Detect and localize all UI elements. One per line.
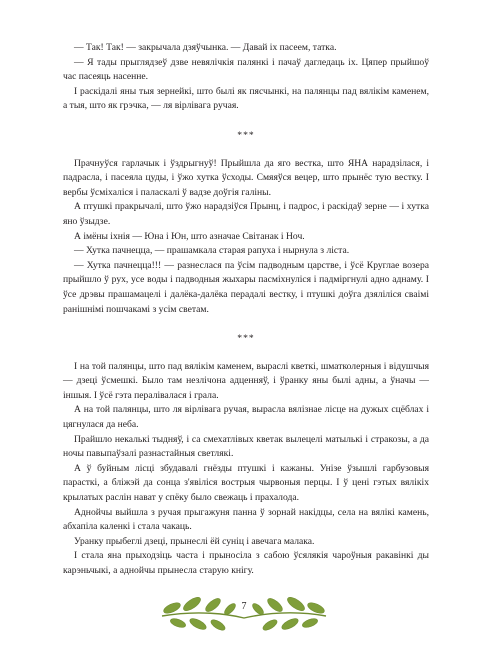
paragraph: І раскідалі яны тыя зернейкі, што былі як пясчынкі, на палянцы пад вялікім каменем, а тыя, што як грэчка, — ля вірлівага ручая. [63,85,429,112]
page-text [63,41,429,579]
paragraph: Аднойчы выйшла з ручая прыгажуня панна ў зорнай накідцы, села на вялікі камень, абхапіла каленкі і стала чакаць. [63,506,429,533]
paragraph: І на той палянцы, што пад вялікім каменем, выраслі кветкі, шматколерныя і відушчыя — дзеці ўсмешкі. Было там незлічона адценняў, і ўранку яны былі адны, а ўначы — іншыя. І ўсё гэта пералівалася і грала. [63,360,429,401]
paragraph: Прайшло некалькі тыдняў, і са смехатлівых кветак вылецелі матылькі і стракозы, а да ночы павыпаўзалі разнастайныя светлякі. [63,433,429,460]
section-separator: *** [237,129,255,141]
paragraph: Прачнуўся гарлачык і ўздрыгнуў! Прыйшла да яго вестка, што ЯНА нарадзілася, і падрасла, і пасеяла цуды, і ўжо хутка ўсходы. Смяяўся вецер, што прынёс тую вестку. І вербы ўсміхаліся і паласкалі ў вадзе доўгія галіны. [63,157,429,198]
paragraph: — Хутка пачнецца, — прашамкала старая рапуха і нырнула з ліста. [74,245,350,257]
section-separator: *** [237,333,255,345]
paragraph: А на той палянцы, што ля вірлівага ручая, вырасла вялізнае лісце на дужых сцёблах і цягнулася да неба. [63,404,429,431]
paragraph: А ў буйным лісці збудавалі гнёзды птушкі і кажаны. Унізе ўзышлі гарбузовыя парасткі, а бліжэй да сонца з'явіліся вострыя чырвоныя перцы. І ў цені гэтых вялікіх крылатых раслін нават у спёку было свежаць і прахалода. [63,462,429,504]
page-number: 7 [241,601,247,612]
paragraph: — Так! Так! — закрычала дзяўчынка. — Давай іх пасеем, татка. [74,42,337,53]
paragraph: А імёны іхнія — Юна і Юн, што азначае Світанак і Ноч. [74,230,305,242]
paragraph: — Хутка пачнецца!!! — разнеслася па ўсім падводным царстве, і ўсё Круглае возера прыйшло ў рух, усе воды і падводныя жыхары пасміхнуліся і падміргнулі адно аднаму. І ўсе дрэвы прашамацелі і далёка-далёка перадалі вестку, і птушкі доўга дзяліліся сваімі ранішнімі пошчакамі з усім светам. [63,259,429,315]
leafy-vine-icon [158,592,330,638]
paragraph: І стала яна прыходзіць часта і прыносіла з сабою ўсялякія чароўныя ракавінкі ды карэньчыкі, а аднойчы прынесла старую кнігу. [63,550,429,576]
paragraph: А птушкі пракрычалі, што ўжо нарадзіўся Прынц, і падрос, і раскідаў зерне — і хутка яно ўзыдзе. [63,201,429,227]
paragraph: Уранку прыбеглі дзеці, прынеслі ёй суніц і авечага малака. [74,535,315,547]
paragraph: — Я тады прыглядзеў дзве невялічкія палянкі і пачаў дагледаць іх. Цяпер прыйшоў час пасеяць насенне. [63,56,429,83]
